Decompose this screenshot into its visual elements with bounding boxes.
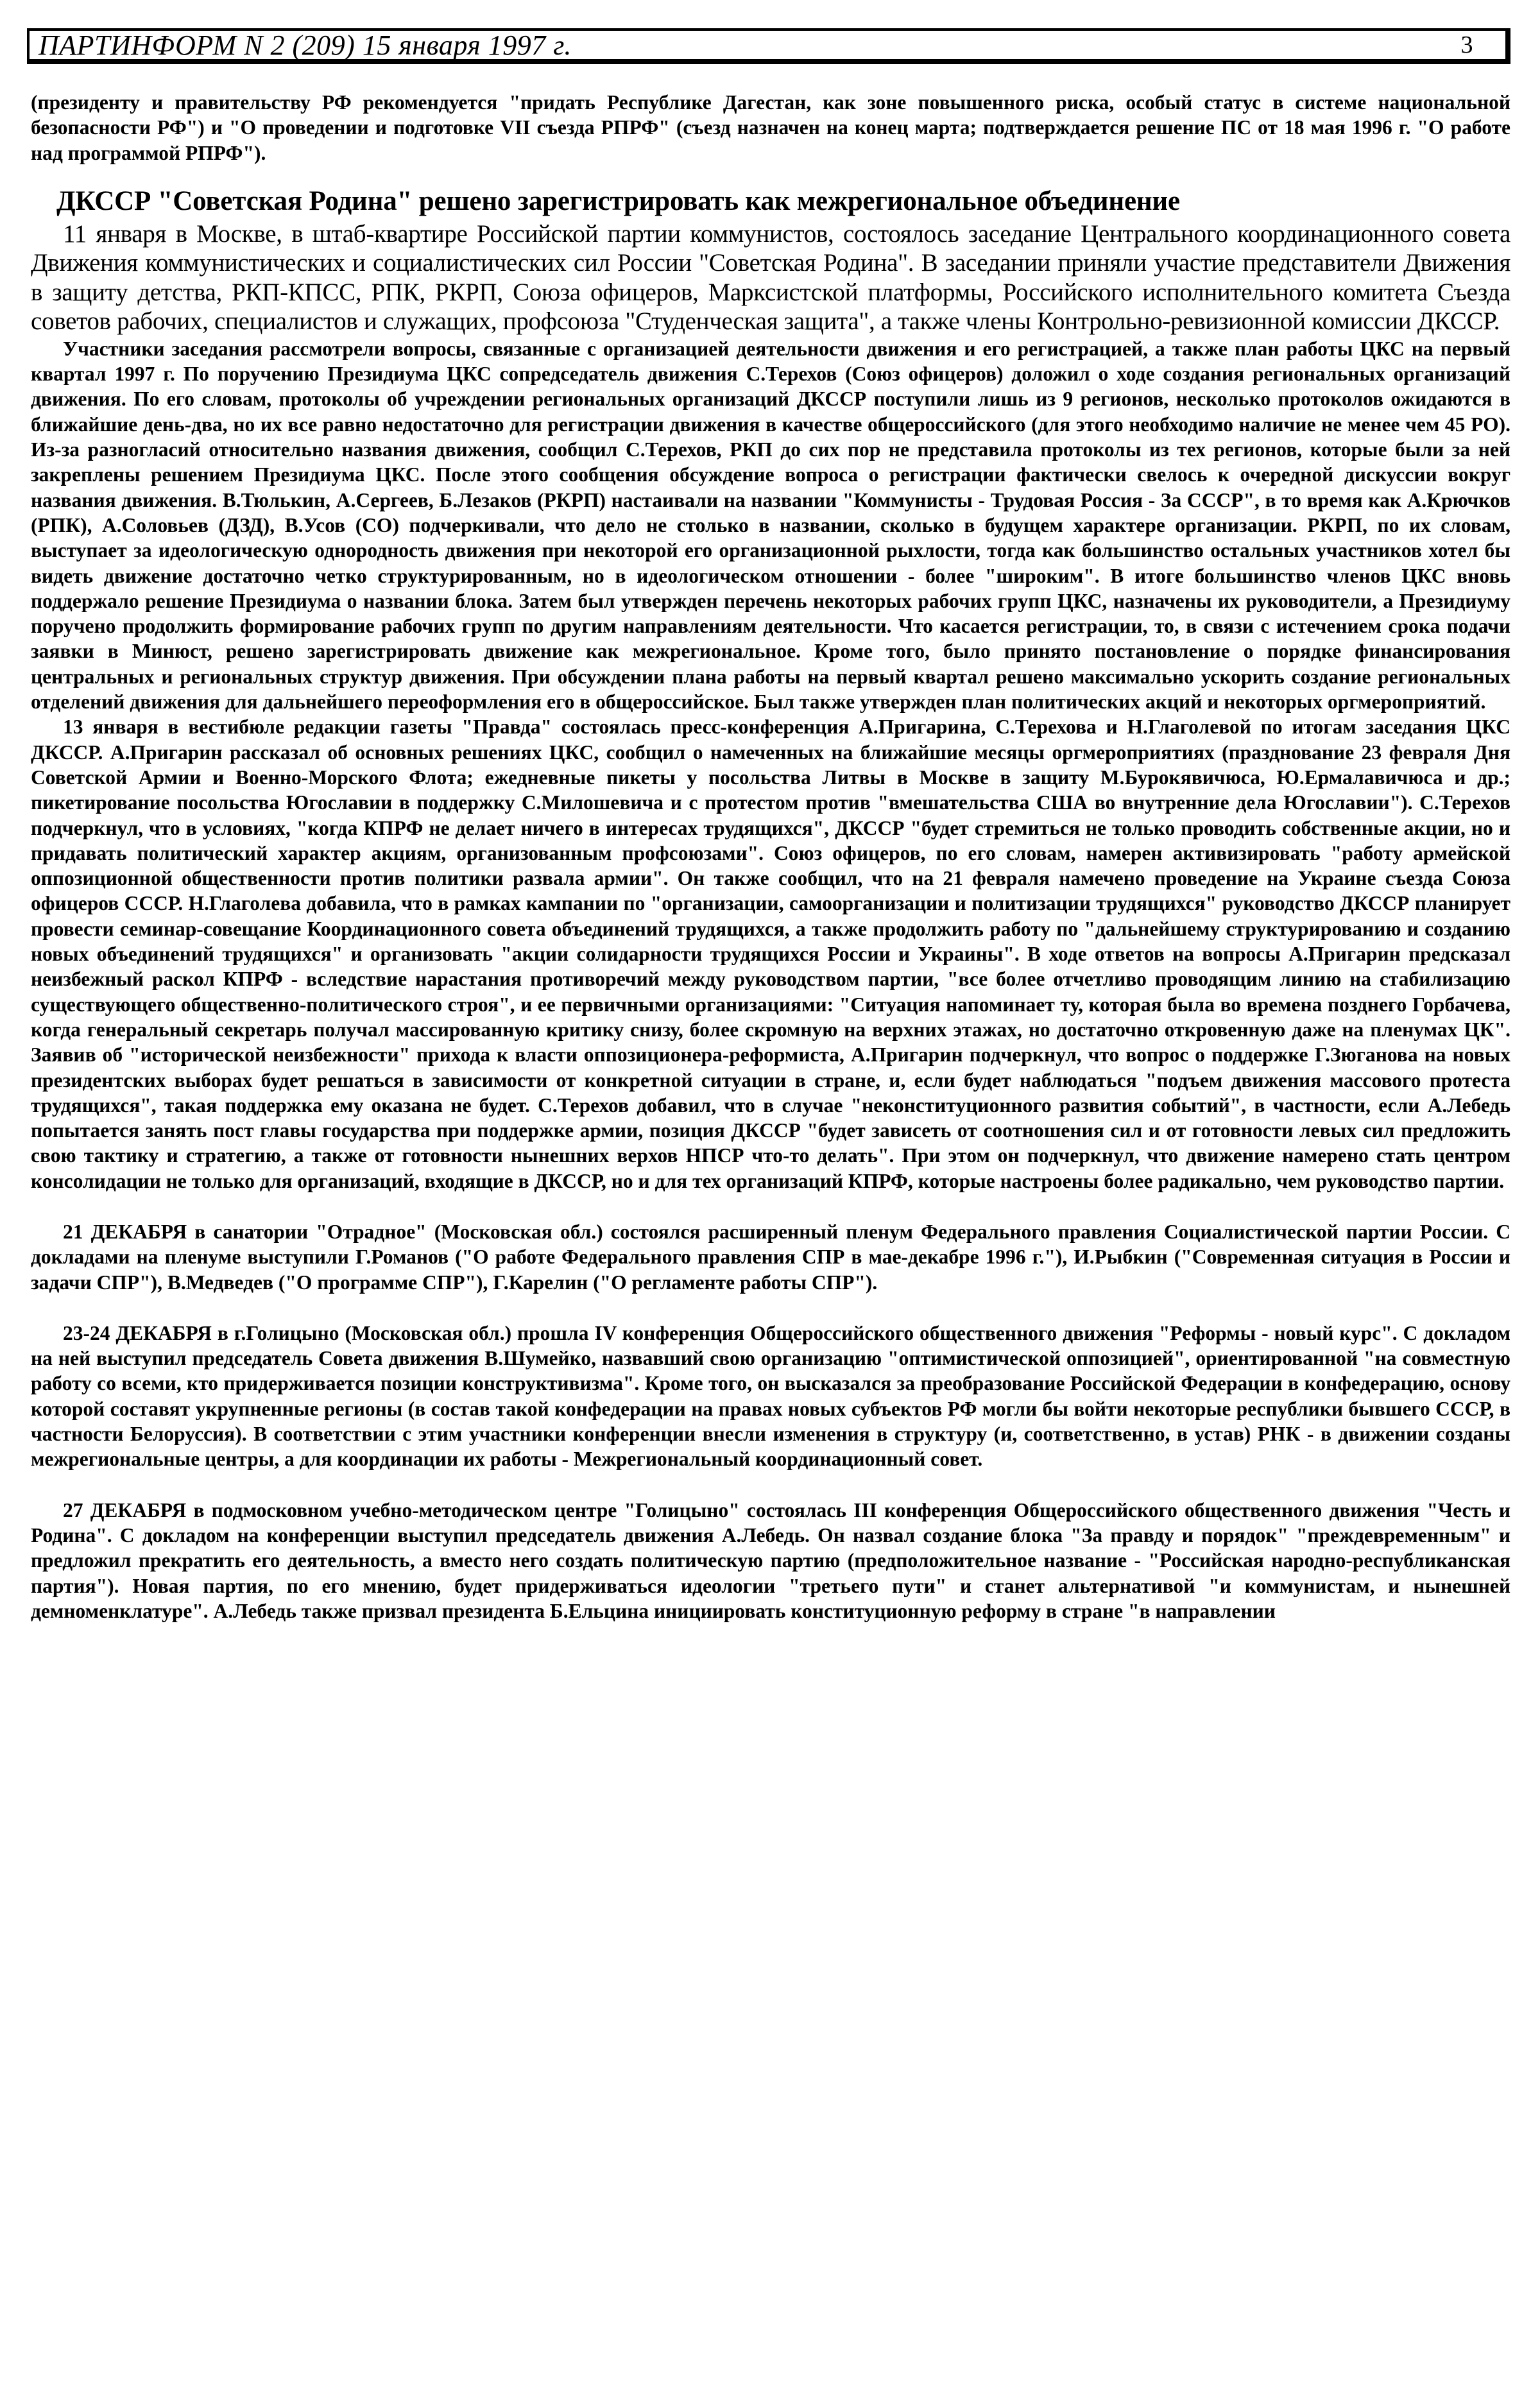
article-dkssr <box>31 185 1510 1194</box>
news-item: 23-24 ДЕКАБРЯ в г.Голицыно (Московская обл.) прошла IV конференция Общероссийского общественного движения "Реформы - новый курс". С докладом на ней выступил председатель Совета движения В.Шумейко, назвавший свою организацию "оптимистической оппозицией", ориентированной "на совместную работу со всеми, кто придерживается позиции конструктивизма". Кроме того, он высказался за преобразование Российской Федерации в конфедерацию, основу которой составят укрупненные регионы (в состав такой конфедерации на правах новых субъектов РФ могли бы войти некоторые республики бывшего СССР, в частности Белоруссия). В соответствии с этим участники конференции внесли изменения в структуру (и, соответственно, в устав) РНК - в движении созданы межрегиональные центры, а для координации их работы - Межрегиональный координационный совет. <box>31 1321 1510 1471</box>
news-item: 21 ДЕКАБРЯ в санатории "Отрадное" (Московская обл.) состоялся расширенный пленум Федерального правления Социалистической партии России. С докладами на пленуме выступили Г.Романов ("О работе Федерального правления СПР в мае-декабре 1996 г."), И.Рыбкин ("Современная ситуация в России и задачи СПР"), В.Медведев ("О программе СПР"), Г.Карелин ("О регламенте работы СПР"). <box>31 1220 1510 1294</box>
news-item: 27 ДЕКАБРЯ в подмосковном учебно-методическом центре "Голицыно" состоялась III конференция Общероссийского общественного движения "Честь и Родина". С докладом на конференции выступил председатель движения А.Лебедь. Он назвал создание блока "За правду и порядок" "преждевременным" и предложил прекратить его деятельность, а вместо него создать политическую партию (предположительное название - "Российская народно-республиканская партия"). Новая партия, по его мнению, будет придерживаться идеологии "третьего пути" и станет альтернативой "и коммунистам, и нынешней демноменклатуре". А.Лебедь также призвал президента Б.Ельцина инициировать конституционную реформу в стране "в направлении <box>31 1498 1510 1622</box>
article-lead: 11 января в Москве, в штаб-квартире Российской партии коммунистов, состоялось заседание Центрального координационного совета Движения коммунистических и социалистических сил России "Советская Родина". В заседании приняли участие представители Движения в защиту детства, РКП-КПСС, РПК, РКРП, Союза офицеров, Марксистской платформы, Российского исполнительного комитета Съезда советов рабочих, специалистов и служащих, профсоюза "Студенческая защита", а также члены Контрольно-ревизионной комиссии ДКССР. <box>31 219 1510 336</box>
page-header <box>27 28 1510 64</box>
newsletter-page <box>27 28 1514 1624</box>
article-headline: ДКССР "Советская Родина" решено зарегистрировать как межрегиональное объединение <box>56 185 1180 216</box>
article-paragraph: Участники заседания рассмотрели вопросы, связанные с организацией деятельности движения и его регистрацией, а также план работы ЦКС на первый квартал 1997 г. По поручению Президиума ЦКС сопредседатель движения С.Терехов (Союз офицеров) доложил о ходе создания региональных организаций движения. По его словам, протоколы об учреждении региональных организаций ДКССР поступили лишь из 9 регионов, несколько протоколов ожидаются в ближайшие день-два, но их все равно недостаточно для регистрации движения в качестве общероссийского (для этого необходимо наличие не менее чем 45 РО). Из-за разногласий относительно названия движения, сообщил С.Терехов, РКП до сих пор не представила протоколы из тех регионов, которые были за ней закреплены решением Президиума ЦКС. После этого сообщения обсуждение вопроса о регистрации фактически свелось к очередной дискуссии вокруг названия движения. В.Тюлькин, А.Сергеев, Б.Лезаков (РКРП) настаивали на названии "Коммунисты - Трудовая Россия - За СССР", в то время как А.Крючков (РПК), А.Соловьев (ДЗД), В.Усов (СО) подчеркивали, что дело не столько в названии, сколько в будущем характере организации. РКРП, по их словам, выступает за идеологическую однородность движения при некоторой его организационной рыхлости, тогда как большинство остальных участников хотел бы видеть движение достаточно четко структурированным, но в идеологическом отношении - более "широким". В итоге большинство членов ЦКС вновь поддержало решение Президиума о названии блока. Затем был утвержден перечень некоторых рабочих групп ЦКС, назначены их руководители, а Президиуму поручено продолжить формирование рабочих групп по другим направлениям деятельности. Что касается регистрации, то, в связи с истечением срока подачи заявки в Минюст, решено зарегистрировать движение как межрегиональное. Кроме того, было принято постановление о порядке финансирования центральных и региональных структур движения. При обсуждении плана работы на первый квартал решено максимально ускорить создание региональных отделений движения для дальнейшего переоформления его в общероссийское. Был также утвержден план политических акций и некоторых оргмероприятий. <box>31 337 1510 714</box>
intro-paragraph: (президенту и правительству РФ рекомендуется "придать Республике Дагестан, как зоне повышенного риска, особый статус в системе национальной безопасности РФ") и "О проведении и подготовке VII съезда РПРФ" (съезд назначен на конец марта; подтверждается решение ПС от 18 мая 1996 г. "О работе над программой РПРФ"). <box>31 91 1510 164</box>
page-body <box>27 90 1514 1624</box>
publication-title: ПАРТИНФОРМ N 2 (209) 15 января 1997 г. <box>38 29 572 61</box>
page-number: 3 <box>1460 31 1473 58</box>
article-paragraph: 13 января в вестибюле редакции газеты "Правда" состоялась пресс-конференция А.Пригарина, С.Терехова и Н.Глаголевой по итогам заседания ЦКС ДКССР. А.Пригарин рассказал об основных решениях ЦКС, сообщил о намеченных на ближайшие месяцы оргмероприятиях (празднование 23 февраля Дня Советской Армии и Военно-Морского Флота; ежедневные пикеты у посольства Литвы в Москве в защиту М.Бурокявичюса, Ю.Ермалавичюса и др.; пикетирование посольства Югославии в поддержку С.Милошевича и с протестом против "вмешательства США во внутренние дела Югославии"). С.Терехов подчеркнул, что в условиях, "когда КПРФ не делает ничего в интересах трудящихся", ДКССР "будет стремиться не только проводить собственные акции, но и придавать политический характер акциям, организованным профсоюзами". Союз офицеров, по его словам, намерен активизировать "работу армейской оппозиционной общественности против политики развала армии". Он также сообщил, что на 21 февраля намечено проведение на Украине съезда Союза офицеров СССР. Н.Глаголева добавила, что в рамках кампании по "организации, самоорганизации и политизации трудящихся" руководство ДКССР планирует провести семинар-совещание Координационного совета объединений трудящихся, а также продолжить работу по "дальнейшему структурированию и созданию новых объединений трудящихся" и организовать "акции солидарности трудящихся России и Украины". В ходе ответов на вопросы А.Пригарин предсказал неизбежный раскол КПРФ - вследствие нарастания противоречий между руководством партии, "все более отчетливо проводящим линию на стабилизацию существующего общественно-политического строя", и ее первичными организациями: "Ситуация напоминает ту, которая была во времена позднего Горбачева, когда генеральный секретарь получал массированную критику снизу, более скромную на верхних этажах, но достаточно откровенную даже на пленумах ЦК". Заявив об "исторической неизбежности" прихода к власти оппозиционера-реформиста, А.Пригарин подчеркнул, что вопрос о поддержке Г.Зюганова на новых президентских выборах будет решаться в зависимости от конкретной ситуации в стране, и, если будет наблюдаться "подъем движения массового протеста трудящихся", такая поддержка ему оказана не будет. С.Терехов добавил, что в случае "неконституционного развития событий", в частности, если А.Лебедь попытается занять пост главы государства при поддержке армии, позиция ДКССР "будет зависеть от соотношения сил и от готовности левых сил предложить свою тактику и стратегию, а также от готовности нынешних верхов НПСР что-то делать". При этом он подчеркнул, что движение намерено стать центром консолидации не только для организаций, входящие в ДКССР, но и для тех организаций КПРФ, которые настроены более радикально, чем руководство партии. <box>31 715 1510 1192</box>
